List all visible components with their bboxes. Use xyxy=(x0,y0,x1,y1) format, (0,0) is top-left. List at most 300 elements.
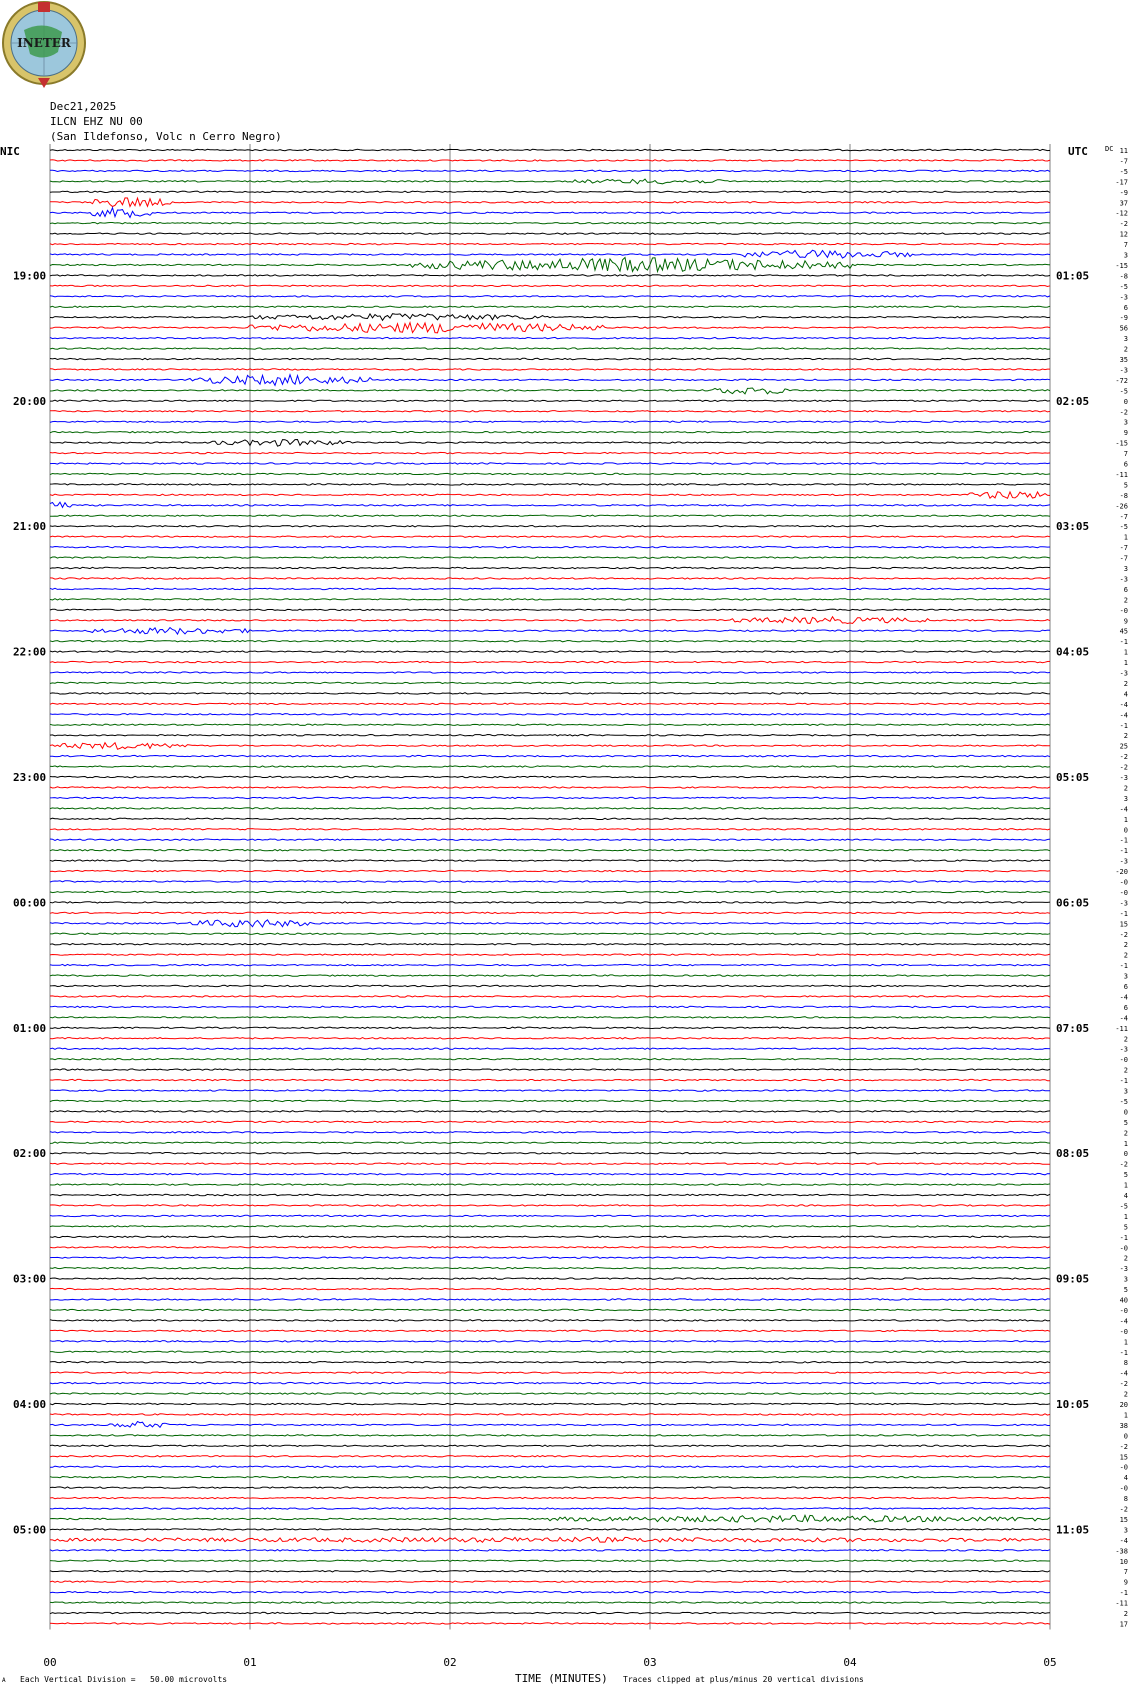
trace-row-129 xyxy=(50,1497,1050,1498)
dc-offset-label: -15 xyxy=(1115,439,1128,448)
trace-row-40 xyxy=(50,567,1050,568)
trace-row-83 xyxy=(50,1017,1050,1018)
right-hour-label: 07:05 xyxy=(1056,1021,1090,1035)
trace-row-42 xyxy=(50,588,1050,589)
trace-row-103 xyxy=(50,1226,1050,1227)
trace-row-65 xyxy=(50,829,1050,830)
trace-row-112 xyxy=(50,1320,1050,1321)
dc-offset-label: 56 xyxy=(1119,324,1128,333)
trace-row-106 xyxy=(50,1257,1050,1258)
dc-offset-label: 1 xyxy=(1123,533,1128,542)
dc-offset-label: 20 xyxy=(1119,1401,1128,1409)
x-tick-label: 02 xyxy=(443,1656,457,1669)
right-hour-label: 11:05 xyxy=(1056,1523,1090,1537)
trace-row-75 xyxy=(50,933,1050,934)
trace-row-47 xyxy=(50,641,1050,642)
dc-offset-label: -0 xyxy=(1119,1327,1128,1336)
right-hour-label: 08:05 xyxy=(1056,1147,1090,1161)
dc-offset-label: 7 xyxy=(1123,1568,1128,1577)
trace-row-73 xyxy=(50,912,1050,913)
dc-offset-label: -5 xyxy=(1119,523,1128,532)
dc-offset-label: -2 xyxy=(1119,1380,1128,1389)
trace-row-50 xyxy=(50,672,1050,673)
trace-row-9 xyxy=(50,243,1050,244)
right-hour-label: 09:05 xyxy=(1056,1272,1090,1286)
trace-row-68 xyxy=(50,860,1050,861)
trace-row-82 xyxy=(50,1006,1050,1007)
trace-row-10 xyxy=(50,250,1050,258)
dc-offset-label: -0 xyxy=(1119,606,1128,615)
trace-row-78 xyxy=(50,964,1050,965)
dc-offset-label: 6 xyxy=(1123,1003,1128,1012)
dc-offset-label: -17 xyxy=(1115,178,1128,187)
trace-row-52 xyxy=(50,693,1050,694)
dc-offset-label: -11 xyxy=(1115,1599,1128,1608)
trace-row-14 xyxy=(50,296,1050,297)
dc-offset-label: 1 xyxy=(1123,1181,1128,1190)
dc-offset-label: 15 xyxy=(1119,920,1128,929)
dc-offset-label: -5 xyxy=(1119,1202,1128,1211)
clip-note: Traces clipped at plus/minus 20 vertical divisions xyxy=(623,1675,864,1684)
trace-row-48 xyxy=(50,651,1050,652)
dc-offset-label: 40 xyxy=(1119,1296,1128,1305)
trace-row-104 xyxy=(50,1236,1050,1237)
dc-offset-label: 1 xyxy=(1123,1212,1128,1221)
trace-row-81 xyxy=(50,996,1050,997)
logo-text: INETER xyxy=(17,36,71,50)
trace-row-114 xyxy=(50,1341,1050,1342)
trace-row-125 xyxy=(50,1456,1050,1457)
chart-channel: ILCN EHZ NU 00 xyxy=(50,115,143,128)
trace-row-115 xyxy=(50,1351,1050,1352)
dc-offset-label: -4 xyxy=(1119,1317,1128,1326)
trace-layer xyxy=(50,149,1050,1624)
trace-row-12 xyxy=(50,275,1050,276)
dc-offset-label: 4 xyxy=(1123,1474,1128,1483)
trace-row-53 xyxy=(50,703,1050,704)
dc-offset-label: -0 xyxy=(1119,1463,1128,1472)
trace-row-49 xyxy=(50,661,1050,662)
trace-row-33 xyxy=(50,492,1050,499)
left-zone-label: NIC xyxy=(0,145,20,158)
left-hour-label: 01:00 xyxy=(13,1021,47,1035)
right-hour-label: 06:05 xyxy=(1056,896,1090,910)
dc-offset-label: 2 xyxy=(1123,1610,1128,1618)
trace-row-45 xyxy=(50,617,1050,624)
trace-row-17 xyxy=(50,323,1050,333)
dc-offset-label: 3 xyxy=(1123,1526,1128,1535)
trace-row-20 xyxy=(50,358,1050,359)
trace-row-132 xyxy=(50,1529,1050,1530)
trace-row-98 xyxy=(50,1173,1050,1174)
dc-offset-label: -5 xyxy=(1119,167,1128,176)
dc-offset-label: 1 xyxy=(1123,815,1128,824)
trace-row-138 xyxy=(50,1591,1050,1592)
dc-offset-label: -5 xyxy=(1119,1097,1128,1106)
trace-row-102 xyxy=(50,1215,1050,1216)
trace-row-80 xyxy=(50,985,1050,986)
trace-row-87 xyxy=(50,1059,1050,1060)
trace-row-133 xyxy=(50,1537,1050,1542)
trace-row-46 xyxy=(50,628,1050,635)
dc-offset-label: 2 xyxy=(1123,1066,1128,1075)
dc-offset-label: -3 xyxy=(1119,366,1128,375)
trace-row-56 xyxy=(50,735,1050,736)
trace-row-32 xyxy=(50,484,1050,485)
dc-offset-label: 3 xyxy=(1123,972,1128,981)
trace-row-110 xyxy=(50,1299,1050,1300)
trace-row-44 xyxy=(50,609,1050,610)
trace-row-139 xyxy=(50,1602,1050,1603)
dc-offset-label: 7 xyxy=(1123,241,1128,250)
x-tick-label: 00 xyxy=(43,1656,57,1669)
x-tick-label: 05 xyxy=(1043,1656,1057,1669)
trace-row-55 xyxy=(50,724,1050,725)
trace-row-2 xyxy=(50,170,1050,171)
trace-row-84 xyxy=(50,1027,1050,1028)
dc-offset-label: 0 xyxy=(1123,397,1128,406)
dc-offset-label: -1 xyxy=(1119,1589,1128,1598)
trace-row-100 xyxy=(50,1194,1050,1195)
trace-row-59 xyxy=(50,766,1050,767)
trace-row-77 xyxy=(50,954,1050,955)
trace-row-34 xyxy=(50,502,1050,507)
dc-offset-label: 2 xyxy=(1123,1254,1128,1263)
dc-offset-label: -1 xyxy=(1119,847,1128,856)
trace-row-51 xyxy=(50,682,1050,683)
dc-offset-label: 0 xyxy=(1123,1432,1128,1441)
dc-offset-label: -1 xyxy=(1119,836,1128,845)
trace-row-62 xyxy=(50,797,1050,798)
dc-offset-label: -0 xyxy=(1119,888,1128,897)
dc-offset-label: -12 xyxy=(1115,209,1128,218)
dc-offset-label: -4 xyxy=(1119,711,1128,720)
trace-row-95 xyxy=(50,1142,1050,1143)
trace-row-93 xyxy=(50,1121,1050,1122)
trace-row-79 xyxy=(50,975,1050,976)
dc-offset-label: -3 xyxy=(1119,899,1128,908)
dc-offset-label: 2 xyxy=(1123,1129,1128,1138)
dc-offset-label: 15 xyxy=(1119,1453,1128,1462)
trace-row-31 xyxy=(50,473,1050,474)
dc-offset-label: -1 xyxy=(1119,962,1128,971)
trace-row-141 xyxy=(50,1623,1050,1624)
trace-row-122 xyxy=(50,1422,1050,1428)
dc-offset-label: -1 xyxy=(1119,638,1128,647)
dc-offset-label: -4 xyxy=(1119,1369,1128,1378)
dc-offset-label: -0 xyxy=(1119,1306,1128,1315)
trace-row-128 xyxy=(50,1487,1050,1488)
trace-row-107 xyxy=(50,1268,1050,1269)
trace-row-130 xyxy=(50,1508,1050,1509)
dc-offset-label: 1 xyxy=(1123,648,1128,657)
dc-offset-label: -4 xyxy=(1119,1536,1128,1545)
dc-offset-label: 9 xyxy=(1123,617,1128,626)
left-hour-label: 00:00 xyxy=(13,896,47,910)
trace-row-134 xyxy=(50,1550,1050,1551)
dc-offset-label: 8 xyxy=(1123,1495,1128,1504)
dc-offset-label: 5 xyxy=(1123,1118,1128,1127)
trace-row-136 xyxy=(50,1571,1050,1572)
dc-offset-label: 37 xyxy=(1119,199,1128,208)
dc-offset-label: 8 xyxy=(1123,1359,1128,1368)
dc-offset-label: -3 xyxy=(1119,1265,1128,1274)
dc-offset-label: 2 xyxy=(1123,784,1128,793)
trace-row-25 xyxy=(50,411,1050,412)
trace-row-22 xyxy=(50,375,1050,386)
left-hour-label: 19:00 xyxy=(13,269,47,283)
trace-row-137 xyxy=(50,1581,1050,1582)
trace-row-30 xyxy=(50,463,1050,464)
dc-offset-label: -20 xyxy=(1115,868,1128,877)
dc-offset-label: 6 xyxy=(1123,983,1128,991)
trace-row-109 xyxy=(50,1288,1050,1289)
trace-row-35 xyxy=(50,515,1050,516)
trace-row-61 xyxy=(50,787,1050,788)
dc-offset-label: -5 xyxy=(1119,387,1128,396)
trace-row-117 xyxy=(50,1372,1050,1373)
trace-row-97 xyxy=(50,1163,1050,1164)
trace-row-99 xyxy=(50,1184,1050,1185)
dc-offset-label: -3 xyxy=(1119,1045,1128,1054)
trace-row-86 xyxy=(50,1048,1050,1049)
trace-row-29 xyxy=(50,452,1050,453)
dc-offset-label: -2 xyxy=(1119,1442,1128,1451)
dc-offset-label: 9 xyxy=(1123,429,1128,438)
trace-row-27 xyxy=(50,432,1050,433)
left-hour-label: 03:00 xyxy=(13,1272,47,1286)
dc-offset-label: -2 xyxy=(1119,1505,1128,1514)
right-hour-label: 02:05 xyxy=(1056,394,1090,408)
dc-offset-label: -9 xyxy=(1119,188,1128,197)
dc-title: DC xyxy=(1105,145,1114,153)
trace-row-89 xyxy=(50,1079,1050,1080)
dc-offset-label: 6 xyxy=(1123,303,1128,312)
trace-row-126 xyxy=(50,1466,1050,1467)
dc-offset-label: 11 xyxy=(1119,147,1128,155)
trace-row-8 xyxy=(50,233,1050,234)
dc-offset-label: 3 xyxy=(1123,251,1128,260)
dc-offset-label: 2 xyxy=(1123,1390,1128,1399)
trace-row-1 xyxy=(50,160,1050,161)
grid-layer xyxy=(50,144,1050,1629)
trace-row-11 xyxy=(50,258,1050,272)
dc-offset-label: -1 xyxy=(1119,1077,1128,1086)
dc-offset-label: 17 xyxy=(1119,1620,1128,1629)
dc-offset-label: -0 xyxy=(1119,1056,1128,1065)
x-tick-label: 04 xyxy=(843,1656,857,1669)
dc-offset-label: 5 xyxy=(1123,1223,1128,1232)
dc-offset-label: -7 xyxy=(1119,544,1128,553)
dc-offset-label: 5 xyxy=(1123,1286,1128,1295)
dc-offset-label: 5 xyxy=(1123,1171,1128,1180)
dc-offset-label: -11 xyxy=(1115,1024,1128,1033)
left-hour-label: 02:00 xyxy=(13,1147,47,1161)
dc-offset-label: -7 xyxy=(1119,554,1128,563)
trace-row-66 xyxy=(50,839,1050,840)
dc-offset-label: 3 xyxy=(1123,1087,1128,1096)
dc-offset-label: 4 xyxy=(1123,690,1128,699)
dc-offset-label: -3 xyxy=(1119,857,1128,866)
dc-offset-label: -3 xyxy=(1119,575,1128,584)
trace-row-72 xyxy=(50,902,1050,903)
dc-offset-label: 7 xyxy=(1123,450,1128,459)
dc-offset-label: 3 xyxy=(1123,565,1128,573)
dc-offset-label: -3 xyxy=(1119,669,1128,678)
trace-row-37 xyxy=(50,536,1050,537)
x-tick-label: 01 xyxy=(243,1656,257,1669)
trace-row-91 xyxy=(50,1100,1050,1101)
trace-row-3 xyxy=(50,179,1050,184)
dc-offset-label: 38 xyxy=(1119,1421,1128,1430)
trace-row-15 xyxy=(50,306,1050,307)
dc-offset-label: 3 xyxy=(1123,335,1128,344)
dc-offset-label: 6 xyxy=(1123,585,1128,594)
trace-row-119 xyxy=(50,1393,1050,1394)
dc-offset-label: 3 xyxy=(1123,794,1128,803)
dc-offset-label: -4 xyxy=(1119,1014,1128,1023)
trace-row-113 xyxy=(50,1330,1050,1331)
dc-offset-label: 0 xyxy=(1123,1150,1128,1159)
trace-row-85 xyxy=(50,1038,1050,1039)
trace-row-18 xyxy=(50,337,1050,338)
label-layer xyxy=(13,147,1128,1669)
trace-row-69 xyxy=(50,870,1050,871)
dc-offset-label: 0 xyxy=(1123,826,1128,835)
trace-row-92 xyxy=(50,1111,1050,1112)
right-hour-label: 05:05 xyxy=(1056,771,1090,784)
dc-offset-label: -4 xyxy=(1119,700,1128,709)
dc-offset-label: -15 xyxy=(1115,261,1128,270)
dc-offset-label: -1 xyxy=(1119,1348,1128,1357)
trace-row-21 xyxy=(50,369,1050,370)
trace-row-108 xyxy=(50,1278,1050,1279)
dc-offset-label: 2 xyxy=(1123,941,1128,950)
left-hour-label: 04:00 xyxy=(13,1398,47,1411)
trace-row-121 xyxy=(50,1414,1050,1415)
dc-offset-label: 2 xyxy=(1123,1035,1128,1044)
dc-offset-label: -7 xyxy=(1119,512,1128,521)
chart-date: Dec21,2025 xyxy=(50,100,117,113)
right-hour-label: 03:05 xyxy=(1056,520,1090,534)
dc-offset-label: -3 xyxy=(1119,774,1128,782)
x-axis-title: TIME (MINUTES) xyxy=(515,1672,608,1685)
trace-row-131 xyxy=(50,1515,1050,1522)
dc-offset-label: 1 xyxy=(1123,1139,1128,1148)
scale-mark: A xyxy=(2,1677,6,1684)
trace-row-64 xyxy=(50,818,1050,819)
dc-offset-label: -8 xyxy=(1119,491,1128,500)
dc-offset-label: -3 xyxy=(1119,293,1128,302)
dc-offset-label: -0 xyxy=(1119,1244,1128,1253)
trace-row-70 xyxy=(50,881,1050,882)
trace-row-96 xyxy=(50,1153,1050,1154)
dc-offset-label: 3 xyxy=(1123,1275,1128,1284)
dc-offset-label: -1 xyxy=(1119,1233,1128,1242)
trace-row-88 xyxy=(50,1069,1050,1070)
dc-offset-label: -8 xyxy=(1119,272,1128,281)
trace-row-41 xyxy=(50,578,1050,579)
right-hour-label: 01:05 xyxy=(1056,269,1090,283)
chart-station: (San Ildefonso, Volc n Cerro Negro) xyxy=(50,130,282,143)
trace-row-4 xyxy=(50,191,1050,192)
dc-offset-label: 15 xyxy=(1119,1515,1128,1524)
trace-row-124 xyxy=(50,1445,1050,1446)
dc-offset-label: 1 xyxy=(1123,659,1128,668)
dc-offset-label: 12 xyxy=(1119,230,1128,239)
dc-offset-label: -2 xyxy=(1119,753,1128,762)
dc-offset-label: 6 xyxy=(1123,460,1128,469)
dc-offset-label: -4 xyxy=(1119,993,1128,1002)
left-hour-label: 23:00 xyxy=(13,771,47,784)
scale-note: Each Vertical Division = 50.00 microvolts xyxy=(20,1675,228,1684)
trace-row-16 xyxy=(50,314,1050,321)
trace-row-71 xyxy=(50,891,1050,892)
trace-row-67 xyxy=(50,850,1050,851)
trace-row-7 xyxy=(50,223,1050,224)
dc-offset-label: 25 xyxy=(1119,742,1128,751)
right-hour-label: 10:05 xyxy=(1056,1398,1090,1411)
dc-offset-label: -4 xyxy=(1119,805,1128,814)
trace-row-23 xyxy=(50,388,1050,394)
dc-offset-label: 2 xyxy=(1123,951,1128,960)
dc-offset-label: -0 xyxy=(1119,878,1128,887)
dc-offset-label: -9 xyxy=(1119,314,1128,323)
dc-offset-label: -2 xyxy=(1119,930,1128,939)
right-hour-label: 04:05 xyxy=(1056,645,1090,659)
left-hour-label: 20:00 xyxy=(13,394,47,408)
dc-offset-label: 2 xyxy=(1123,345,1128,354)
trace-row-38 xyxy=(50,546,1050,547)
dc-offset-label: -1 xyxy=(1119,909,1128,918)
dc-offset-label: 2 xyxy=(1123,679,1128,688)
dc-offset-label: 35 xyxy=(1119,356,1128,364)
dc-offset-label: -26 xyxy=(1115,502,1128,511)
trace-row-105 xyxy=(50,1247,1050,1248)
trace-row-36 xyxy=(50,526,1050,527)
trace-row-60 xyxy=(50,776,1050,777)
dc-offset-label: -2 xyxy=(1119,763,1128,772)
trace-row-111 xyxy=(50,1309,1050,1310)
dc-offset-label: -11 xyxy=(1115,470,1128,479)
trace-row-5 xyxy=(50,198,1050,207)
dc-offset-label: 1 xyxy=(1123,1338,1128,1347)
trace-row-120 xyxy=(50,1403,1050,1404)
trace-row-123 xyxy=(50,1435,1050,1436)
dc-offset-label: -2 xyxy=(1119,408,1128,417)
trace-row-116 xyxy=(50,1362,1050,1363)
trace-row-13 xyxy=(50,285,1050,286)
right-zone-label: UTC xyxy=(1068,145,1088,158)
x-tick-label: 03 xyxy=(643,1656,657,1669)
trace-row-19 xyxy=(50,348,1050,349)
trace-row-58 xyxy=(50,755,1050,756)
trace-row-28 xyxy=(50,440,1050,447)
trace-row-39 xyxy=(50,557,1050,558)
dc-offset-label: 3 xyxy=(1123,418,1128,427)
trace-row-127 xyxy=(50,1477,1050,1478)
trace-row-63 xyxy=(50,808,1050,809)
trace-row-74 xyxy=(50,920,1050,927)
left-hour-label: 22:00 xyxy=(13,645,47,659)
trace-row-57 xyxy=(50,743,1050,750)
dc-offset-label: 5 xyxy=(1123,481,1128,490)
dc-offset-label: -0 xyxy=(1119,1484,1128,1493)
dc-offset-label: -5 xyxy=(1119,282,1128,291)
dc-offset-label: 1 xyxy=(1123,1411,1128,1420)
trace-row-94 xyxy=(50,1132,1050,1133)
trace-row-0 xyxy=(50,149,1050,150)
